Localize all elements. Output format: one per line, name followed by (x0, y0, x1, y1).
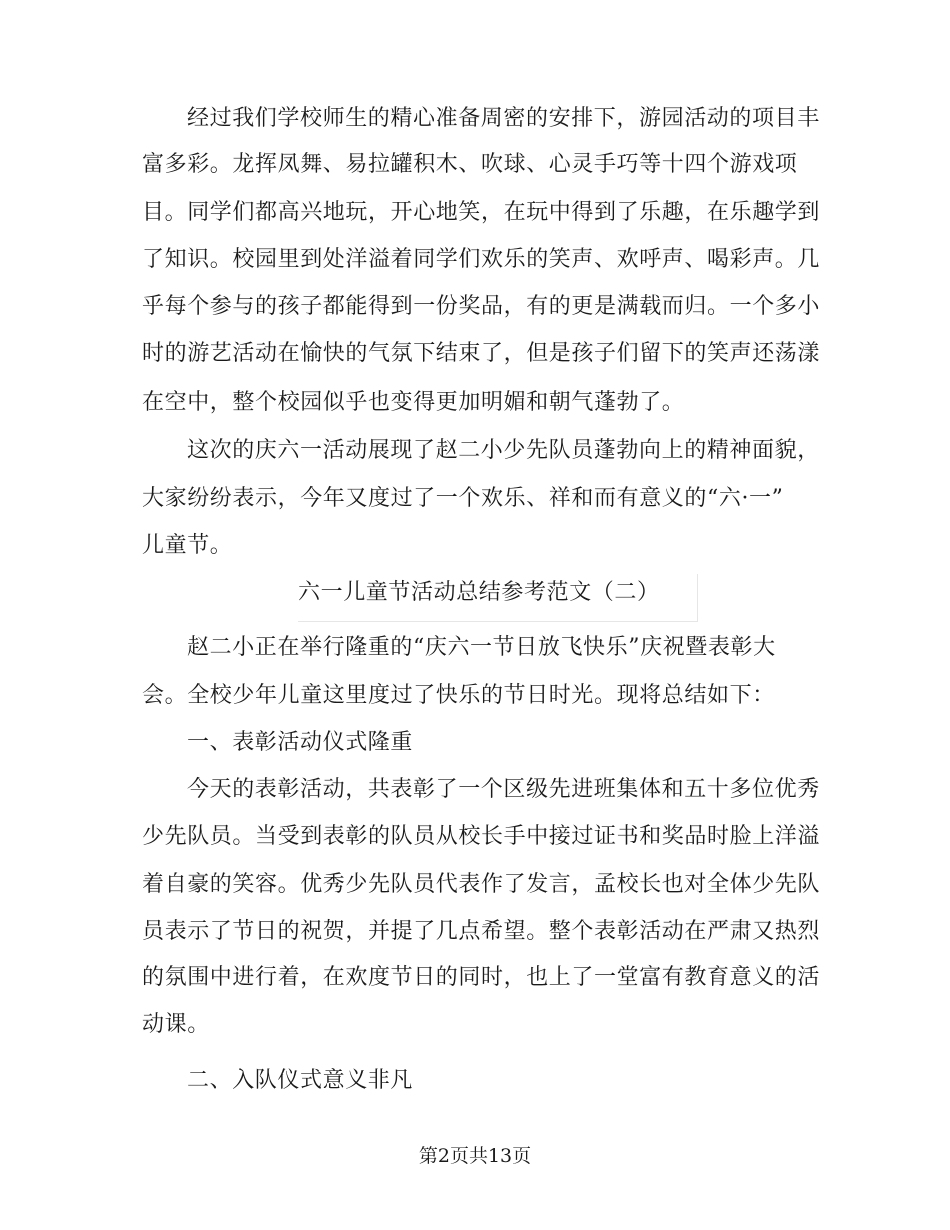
paragraph-line: 乎每个参与的孩子都能得到一份奖品，有的更是满载而归。一个多小 (142, 294, 821, 319)
paragraph-line: 儿童节。 (142, 533, 233, 558)
paragraph-line: 会。全校少年儿童这里度过了快乐的节日时光。现将总结如下： (142, 683, 775, 708)
paragraph-line: 富多彩。龙挥凤舞、易拉罐积木、吹球、心灵手巧等十四个游戏项 (142, 152, 798, 177)
paragraph-line: 时的游艺活动在愉快的气氛下结束了，但是孩子们留下的笑声还荡漾 (142, 341, 821, 366)
paragraph-line: 这次的庆六一活动展现了赵二小少先队员蓬勃向上的精神面貌， (187, 438, 820, 463)
paragraph-line: 员表示了节日的祝贺，并提了几点希望。整个表彰活动在严肃又热烈 (142, 919, 821, 944)
subheading: 一、表彰活动仪式隆重 (187, 730, 414, 755)
section-title: 六一儿童节活动总结参考范文（二） (298, 574, 698, 622)
paragraph-line: 目。同学们都高兴地玩，开心地笑，在玩中得到了乐趣，在乐趣学到 (142, 200, 821, 225)
paragraph-line: 了知识。校园里到处洋溢着同学们欢乐的笑声、欢呼声、喝彩声。几 (142, 247, 821, 272)
paragraph-line: 在空中，整个校园似乎也变得更加明媚和朝气蓬勃了。 (142, 390, 685, 415)
subheading: 二、入队仪式意义非凡 (187, 1068, 414, 1093)
paragraph-line: 动课。 (142, 1012, 210, 1037)
paragraph-line: 经过我们学校师生的精心准备周密的安排下，游园活动的项目丰 (187, 106, 820, 131)
paragraph-line: 少先队员。当受到表彰的队员从校长手中接过证书和奖品时脸上洋溢 (142, 824, 821, 849)
paragraph-line: 赵二小正在举行隆重的“庆六一节日放飞快乐”庆祝暨表彰大 (187, 635, 776, 660)
paragraph-line: 的氛围中进行着，在欢度节日的同时，也上了一堂富有教育意义的活 (142, 965, 821, 990)
page-number-footer: 第2页共13页 (418, 1145, 532, 1167)
paragraph-line: 大家纷纷表示，今年又度过了一个欢乐、祥和而有意义的“六·一” (142, 486, 784, 511)
paragraph-line: 今天的表彰活动，共表彰了一个区级先进班集体和五十多位优秀 (187, 777, 820, 802)
paragraph-line: 着自豪的笑容。优秀少先队员代表作了发言，孟校长也对全体少先队 (142, 872, 821, 897)
